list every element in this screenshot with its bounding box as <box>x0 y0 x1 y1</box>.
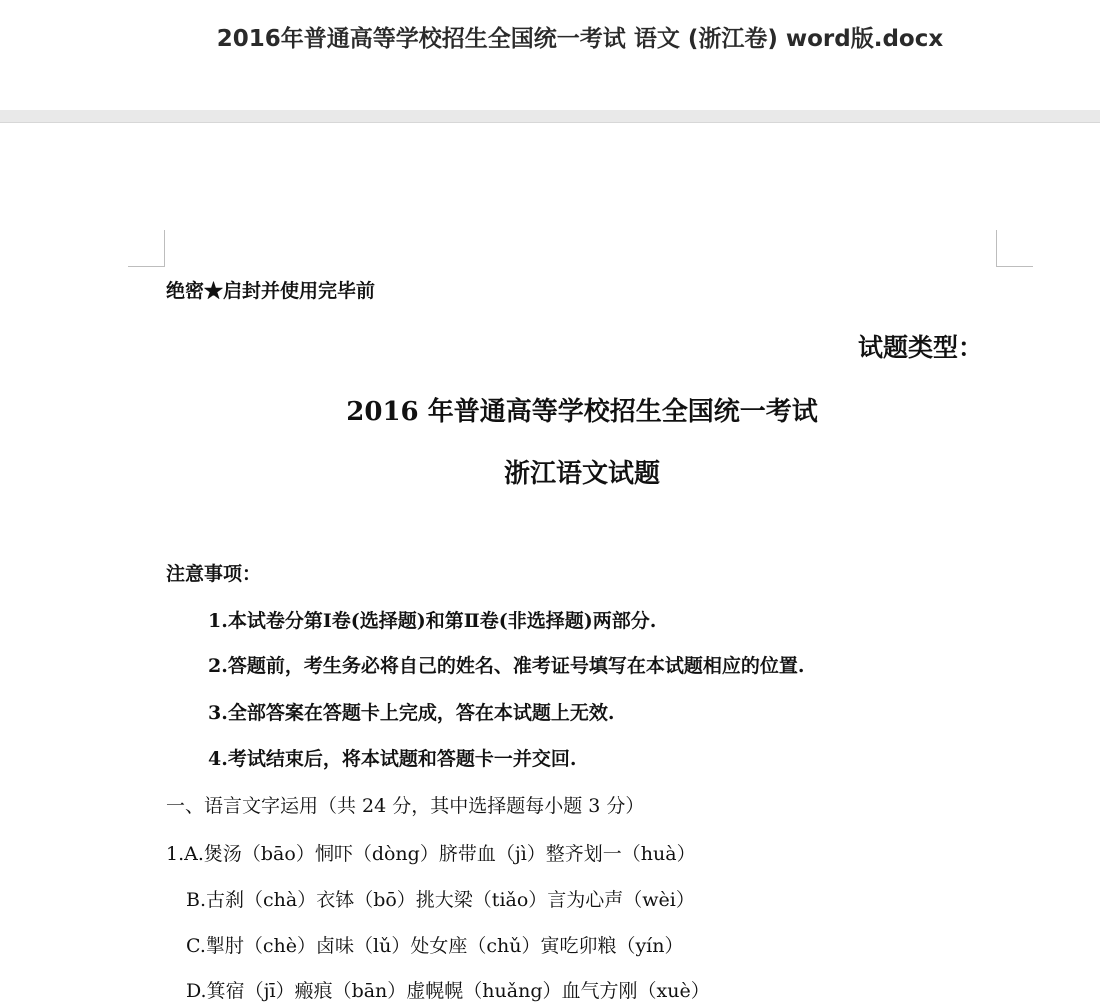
page-separator <box>0 110 1100 123</box>
secret-mark: 绝密★启封并使用完毕前 <box>166 280 376 302</box>
exam-subtitle: 浙江语文试题 <box>503 459 660 489</box>
note-item: 4.考试结束后，将本试题和答题卡一并交回. <box>208 748 577 770</box>
question-1-option-a: 1.A.煲汤（bāo）恫吓（dòng）脐带血（jì）整齐划一（huà） <box>166 843 696 865</box>
notes-heading: 注意事项： <box>166 563 262 585</box>
question-1-option-b: B.古刹（chà）衣钵（bō）挑大梁（tiǎo）言为心声（wèi） <box>186 889 695 911</box>
crop-mark-top-left <box>128 230 165 267</box>
note-item: 3.全部答案在答题卡上完成，答在本试题上无效. <box>208 702 615 724</box>
question-type-label: 试题类型： <box>858 333 984 362</box>
exam-title: 2016 年普通高等学校招生全国统一考试 <box>346 397 818 427</box>
document-page <box>0 123 1100 1002</box>
title-bar <box>0 0 1100 110</box>
question-1-option-d: D.箕宿（jī）瘢痕（bān）虚幌幌（huǎng）血气方刚（xuè） <box>186 980 710 1002</box>
note-item: 1.本试卷分第Ⅰ卷(选择题)和第Ⅱ卷(非选择题)两部分. <box>208 610 657 632</box>
question-1-option-c: C.掣肘（chè）卤味（lǔ）处女座（chǔ）寅吃卯粮（yín） <box>186 935 684 957</box>
document-title: 2016年普通高等学校招生全国统一考试 语文 (浙江卷) word版.docx <box>216 26 944 52</box>
section-heading: 一、语言文字运用（共 24 分，其中选择题每小题 3 分） <box>166 795 645 817</box>
note-item: 2.答题前，考生务必将自己的姓名、准考证号填写在本试题相应的位置. <box>208 655 805 677</box>
crop-mark-top-right <box>996 230 1033 267</box>
